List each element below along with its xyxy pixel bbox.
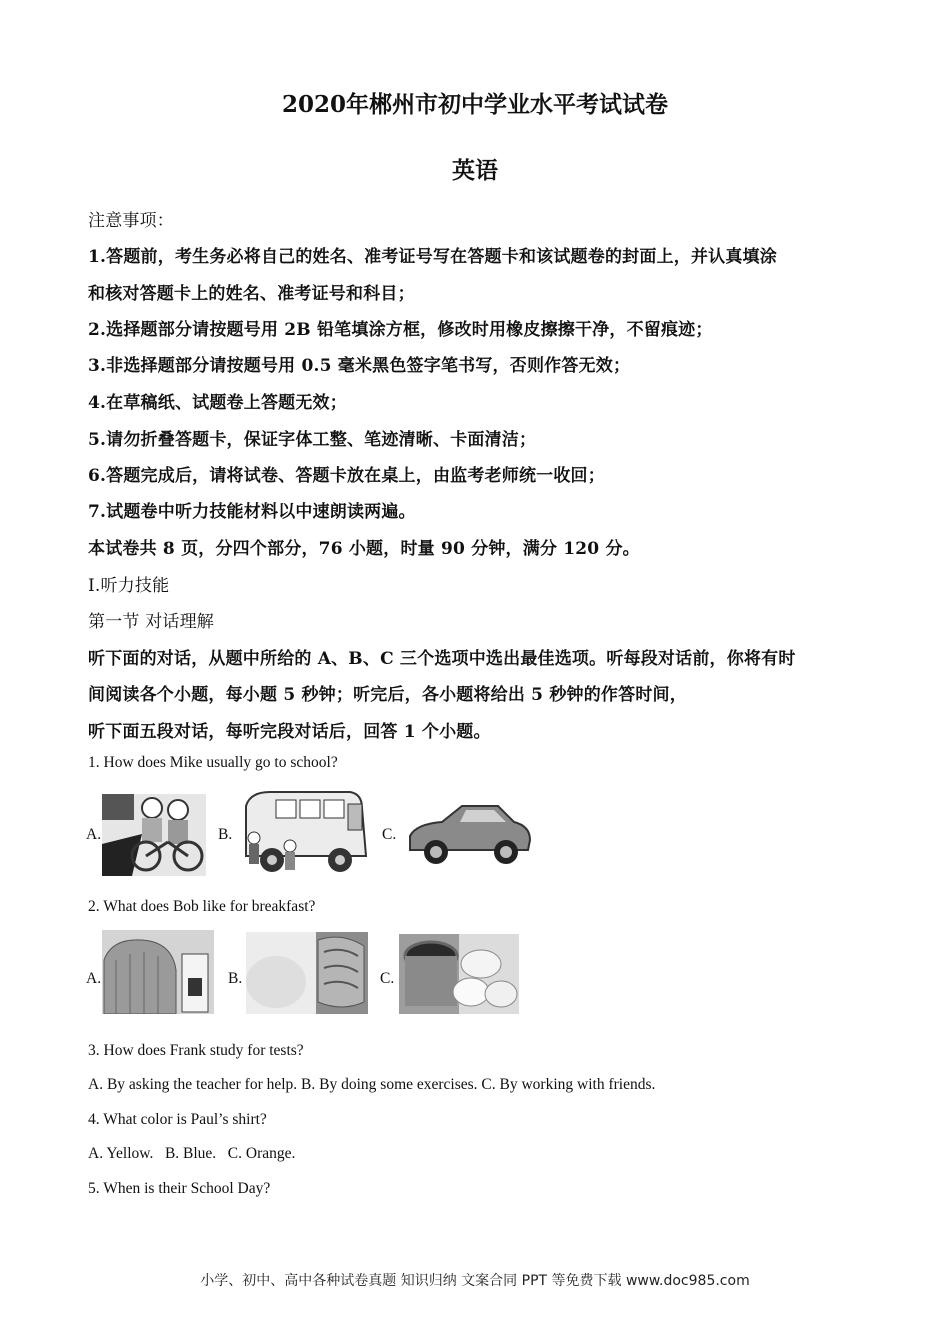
notice-line: 6.答题完成后，请将试卷、答题卡放在桌上，由监考老师统一收回； (88, 466, 605, 486)
notice-line: 7.试题卷中听力技能材料以中速朗读两遍。 (88, 502, 416, 522)
section-heading: 第一节 对话理解 (88, 612, 215, 632)
notice-heading: 注意事项： (88, 211, 174, 231)
question-4: 4. What color is Paul’s shirt? (88, 1111, 267, 1128)
question-3-options: A. By asking the teacher for help. B. By doing some exercises. C. By working with friends. (88, 1076, 656, 1093)
bread-milk-picture-icon (102, 930, 214, 1018)
q2-option-b-label: B. (228, 970, 243, 987)
notice-line: 5.请勿折叠答题卡，保证字体工整、笔迹清晰、卡面清洁； (88, 430, 537, 450)
question-1: 1. How does Mike usually go to school? (88, 754, 338, 771)
notice-line: 和核对答题卡上的姓名、准考证号和科目； (88, 284, 415, 304)
bicycle-picture-icon (102, 794, 206, 880)
q1-option-b-label: B. (218, 826, 233, 843)
coffee-eggs-picture-icon (399, 934, 519, 1018)
subject-title: 英语 (452, 157, 498, 184)
q1-option-c-label: C. (382, 826, 397, 843)
exam-summary: 本试卷共 8 页，分四个部分，76 小题，时量 90 分钟，满分 120 分。 (88, 539, 640, 559)
instruction-line: 听下面五段对话，每听完段对话后，回答 1 个小题。 (88, 722, 491, 742)
bread-picture-icon (246, 932, 368, 1018)
question-4-options: A. Yellow. B. Blue. C. Orange. (88, 1145, 296, 1162)
q1-option-a-label: A. (86, 826, 102, 843)
notice-line: 1.答题前，考生务必将自己的姓名、准考证号写在答题卡和该试题卷的封面上，并认真填涂 (88, 247, 777, 267)
notice-line: 4.在草稿纸、试题卷上答题无效； (88, 393, 347, 413)
exam-title: 2020年郴州市初中学业水平考试试卷 (281, 91, 668, 118)
question-3: 3. How does Frank study for tests? (88, 1042, 304, 1059)
car-picture-icon (402, 796, 534, 872)
part-heading: Ⅰ.听力技能 (88, 576, 170, 596)
q2-option-a-label: A. (86, 970, 102, 987)
q2-option-c-label: C. (380, 970, 395, 987)
notice-line: 3.非选择题部分请按题号用 0.5 毫米黑色签字笔书写，否则作答无效； (88, 356, 631, 376)
notice-line: 2.选择题部分请按题号用 2B 铅笔填涂方框，修改时用橡皮擦擦干净，不留痕迹； (88, 320, 713, 340)
instruction-line: 听下面的对话，从题中所给的 A、B、C 三个选项中选出最佳选项。听每段对话前，你将有时 (88, 649, 796, 669)
page-footer: 小学、初中、高中各种试卷真题 知识归纳 文案合同 PPT 等免费下载 www.doc985.com (200, 1273, 750, 1289)
question-2: 2. What does Bob like for breakfast? (88, 898, 316, 915)
instruction-line: 间阅读各个小题，每小题 5 秒钟；听完后，各小题将给出 5 秒钟的作答时间， (88, 685, 687, 705)
school-bus-picture-icon (240, 786, 370, 882)
question-5: 5. When is their School Day? (88, 1180, 271, 1197)
